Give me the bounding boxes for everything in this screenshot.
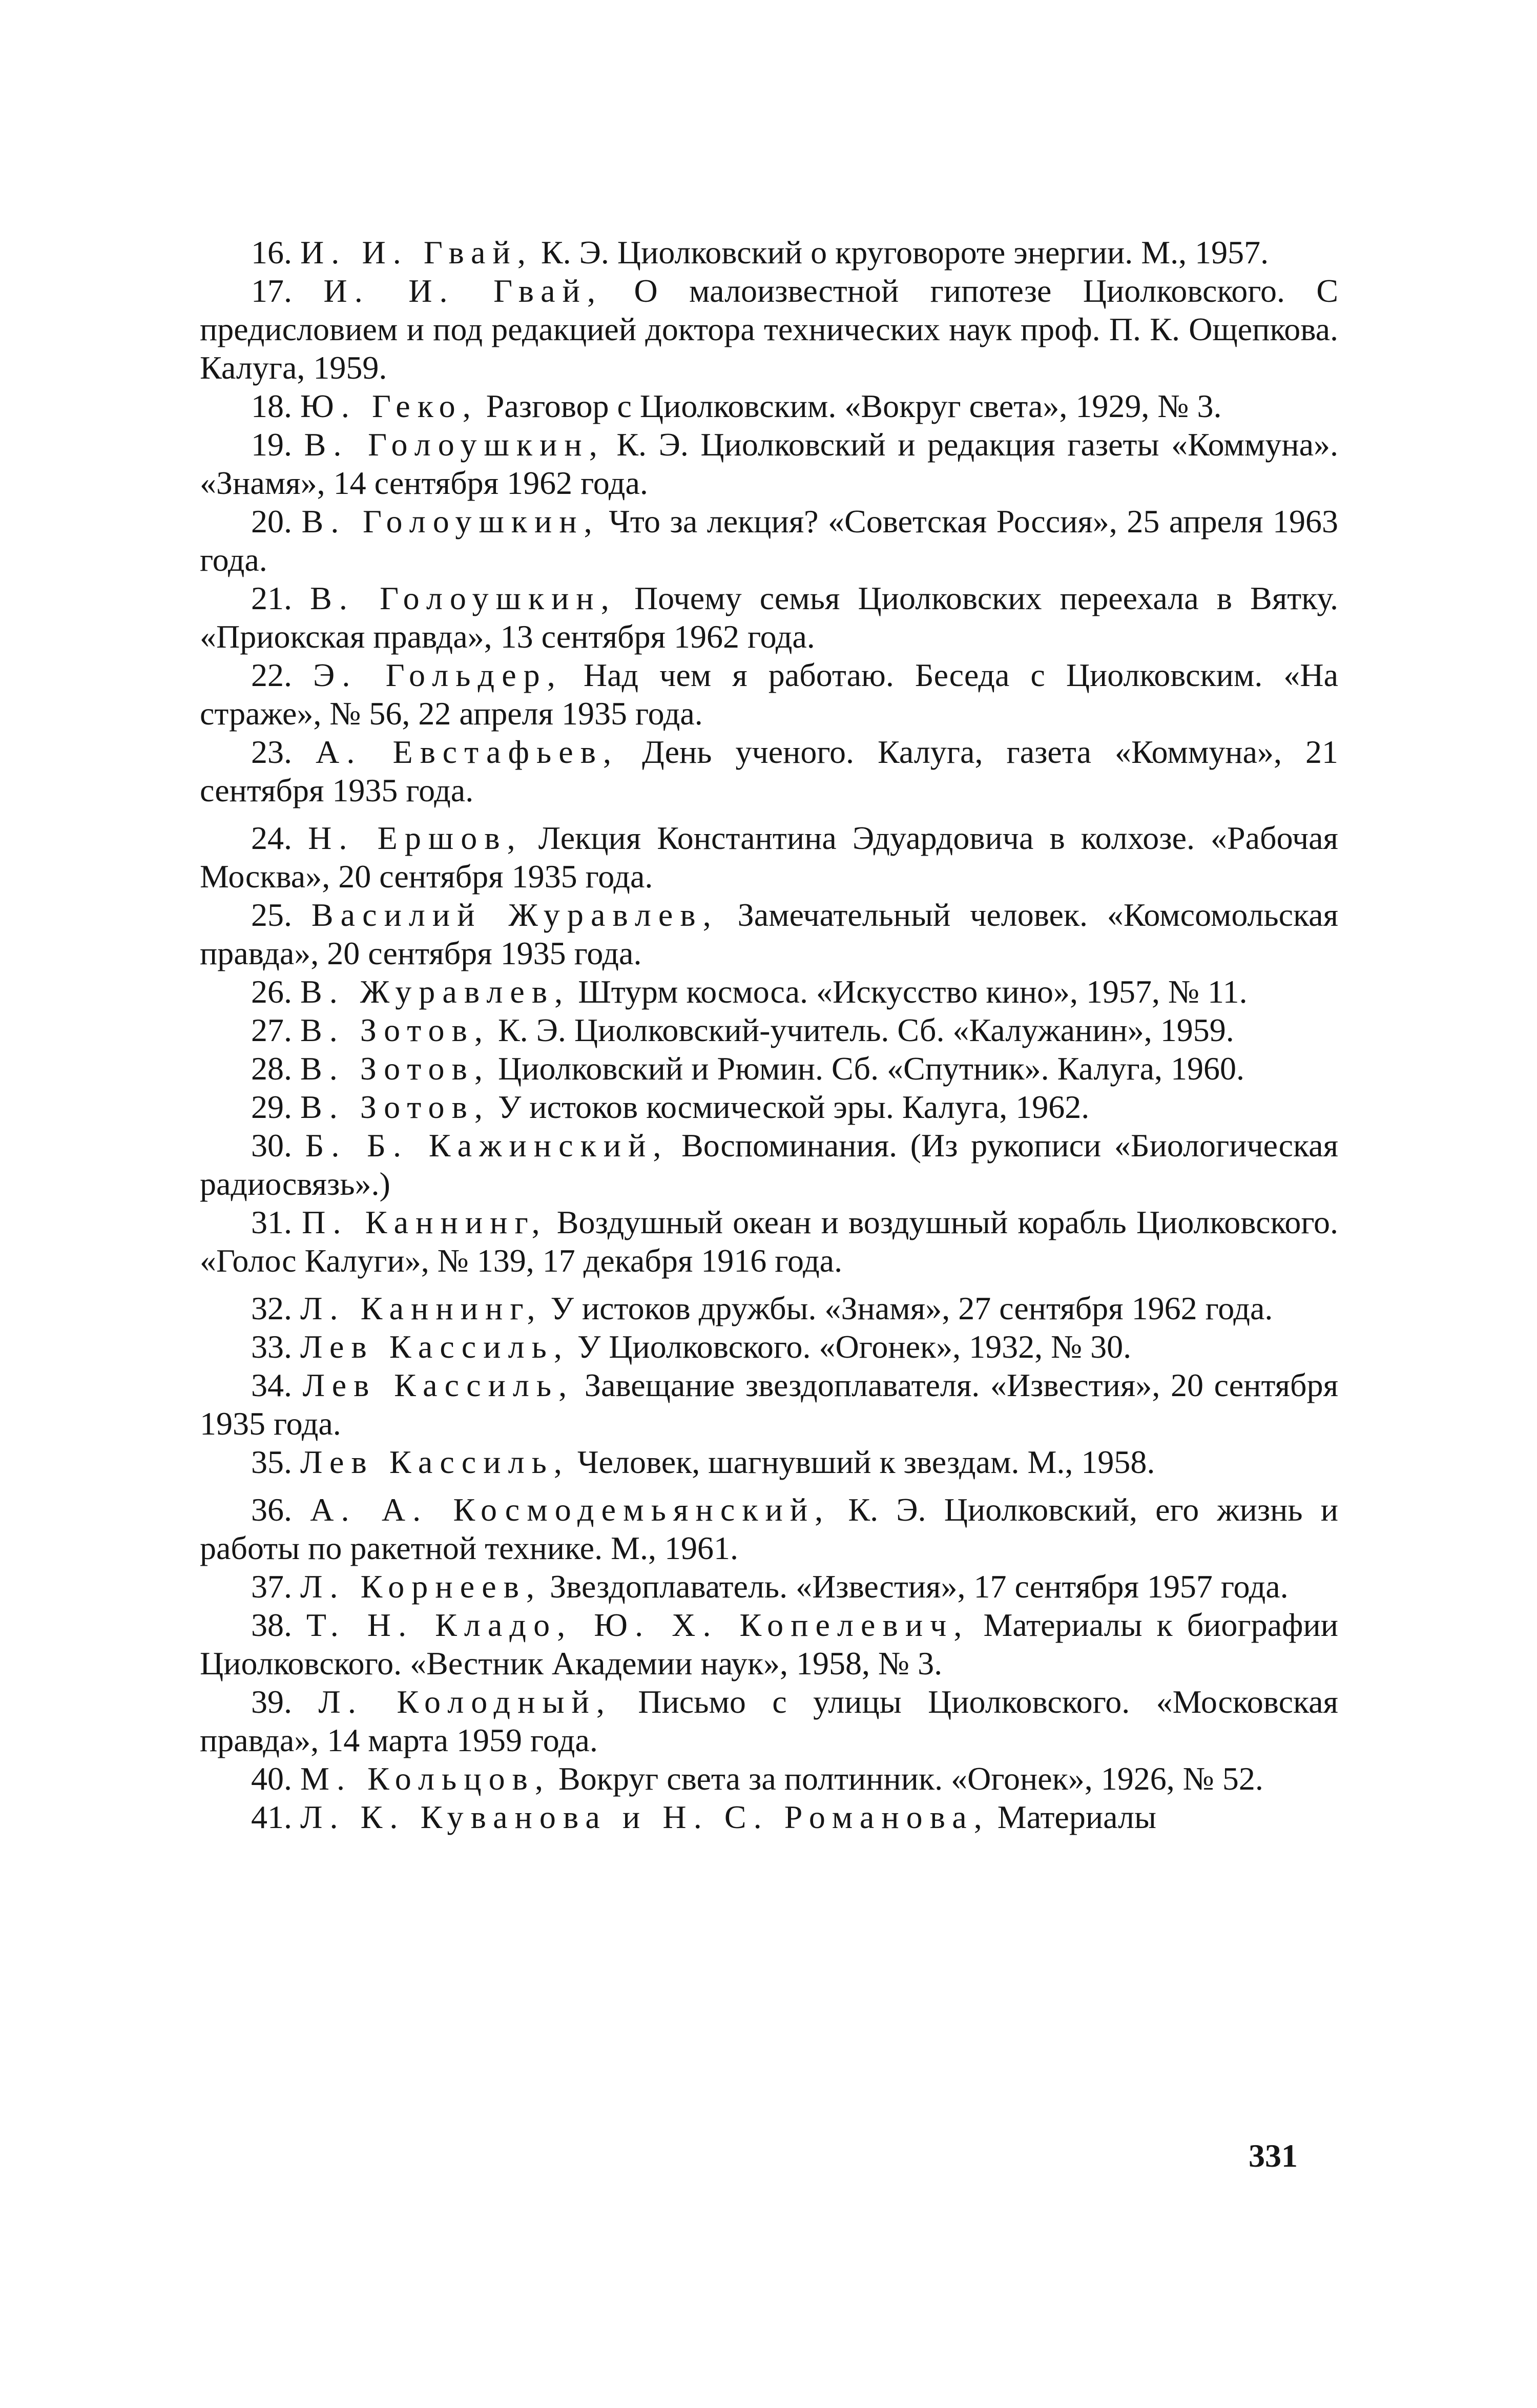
entry-author: И. И. Гвай, <box>300 234 533 271</box>
bibliography-entry-20 <box>200 502 1338 579</box>
entry-author: Лев Кассиль, <box>302 1367 574 1403</box>
bibliography-entry-17 <box>200 272 1338 387</box>
entry-author: Василий Журавлев, <box>311 897 718 933</box>
entry-author: В. Зотов, <box>300 1050 490 1087</box>
entry-number: 23. <box>251 734 292 770</box>
entry-text: К. Э. Циолковский-учитель. Сб. «Калужанин», 1959. <box>489 1012 1234 1048</box>
entry-text: Человек, шагнувший к звездам. М., 1958. <box>569 1444 1155 1480</box>
bibliography-entry-23 <box>200 733 1338 809</box>
entry-text: У истоков космической эры. Калуга, 1962. <box>489 1089 1090 1125</box>
entry-number: 35. <box>251 1444 292 1480</box>
bibliography-page <box>200 233 1338 1836</box>
entry-number: 38. <box>251 1607 292 1643</box>
entry-author: М. Кольцов, <box>300 1760 551 1797</box>
entry-text: Завещание звездоплавателя. «Известия», 20 сентября 1935 года. <box>200 1367 1339 1442</box>
entry-number: 31. <box>251 1204 292 1240</box>
entry-text: Почему семья Циолковских переехала в Вятку. «Приокская правда», 13 сентября 1962 года. <box>200 580 1339 655</box>
entry-number: 33. <box>251 1328 292 1365</box>
entry-number: 25. <box>251 897 292 933</box>
bibliography-entry-32 <box>200 1289 1338 1327</box>
entry-text: Материалы к биографии Циолковского. «Вестник Академии наук», 1958, № 3. <box>200 1607 1338 1682</box>
bibliography-entry-33 <box>200 1327 1338 1366</box>
bibliography-entry-36 <box>200 1490 1338 1567</box>
bibliography-entry-37 <box>200 1567 1338 1606</box>
entry-number: 30. <box>251 1127 292 1164</box>
entry-number: 24. <box>251 820 292 856</box>
entry-text: О малоизвестной гипотезе Циолковского. С предисловием и под редакцией доктора технических наук проф. П. К. Ощепкова. Калуга, 1959. <box>200 273 1339 386</box>
bibliography-entry-30 <box>200 1126 1338 1203</box>
entry-text: Над чем я работаю. Беседа с Циолковским. «На страже», № 56, 22 апреля 1935 года. <box>200 657 1339 732</box>
bibliography-entry-28 <box>200 1049 1338 1088</box>
bibliography-entry-24 <box>200 819 1338 896</box>
entry-text: Письмо с улицы Циолковского. «Московская правда», 14 марта 1959 года. <box>200 1684 1338 1758</box>
entry-number: 36. <box>251 1491 292 1528</box>
entry-text: Замечательный человек. «Комсомольская правда», 20 сентября 1935 года. <box>200 897 1339 971</box>
entry-text: День ученого. Калуга, газета «Коммуна», 21 сентября 1935 года. <box>200 734 1339 808</box>
entry-author: В. Голоушкин, <box>301 503 599 539</box>
bibliography-entry-29 <box>200 1088 1338 1126</box>
entry-text: У истоков дружбы. «Знамя», 27 сентября 1962 года. <box>542 1290 1273 1326</box>
bibliography-entry-16 <box>200 233 1338 272</box>
entry-author: А. А. Космодемьянский, <box>310 1491 830 1528</box>
entry-text: Звездоплаватель. «Известия», 17 сентября 1957 года. <box>542 1568 1289 1605</box>
entry-number: 39. <box>251 1684 292 1720</box>
page-number: 331 <box>1249 2137 1298 2174</box>
entry-author: Ю. Геко, <box>300 388 478 424</box>
entry-number: 40. <box>251 1760 292 1797</box>
entry-author: Т. Н. Кладо, Ю. Х. Копелевич, <box>306 1607 969 1643</box>
bibliography-entry-25 <box>200 896 1338 972</box>
entry-text: Материалы <box>989 1799 1156 1835</box>
entry-author: Л. Каннинг, <box>300 1290 543 1326</box>
entry-text: Воздушный океан и воздушный корабль Циолковского. «Голос Калуги», № 139, 17 декабря 1916 года. <box>200 1204 1339 1279</box>
bibliography-entry-41 <box>200 1798 1338 1836</box>
entry-number: 22. <box>251 657 292 693</box>
entry-number: 41. <box>251 1799 292 1835</box>
entry-author: Лев Кассиль, <box>300 1444 569 1480</box>
entry-number: 28. <box>251 1050 292 1087</box>
entry-author: Л. Корнеев, <box>300 1568 542 1605</box>
entry-text: У Циолковского. «Огонек», 1932, № 30. <box>569 1328 1132 1365</box>
bibliography-entry-27 <box>200 1011 1338 1049</box>
entry-text: Воспоминания. (Из рукописи «Биологическая радиосвязь».) <box>200 1127 1339 1202</box>
entry-author: Э. Гольдер, <box>313 657 563 693</box>
entry-text: Разговор с Циолковским. «Вокруг света», 1929, № 3. <box>477 388 1222 424</box>
entry-author: Л. К. Куванова и Н. С. Романова, <box>300 1799 989 1835</box>
bibliography-entry-18 <box>200 387 1338 425</box>
entry-author: И. И. Гвай, <box>323 273 603 309</box>
bibliography-entry-38 <box>200 1606 1338 1683</box>
entry-text: Штурм космоса. «Искусство кино», 1957, № 11. <box>570 973 1248 1010</box>
entry-author: Б. Б. Кажинский, <box>305 1127 669 1164</box>
entry-number: 26. <box>251 973 292 1010</box>
entry-number: 27. <box>251 1012 292 1048</box>
entry-author: А. Евстафьев, <box>316 734 619 770</box>
entry-text: Лекция Константина Эдуардовича в колхозе. «Рабочая Москва», 20 сентября 1935 года. <box>200 820 1338 895</box>
entry-author: В. Зотов, <box>300 1012 490 1048</box>
entry-number: 37. <box>251 1568 292 1605</box>
bibliography-entry-40 <box>200 1759 1338 1798</box>
entry-number: 32. <box>251 1290 292 1326</box>
entry-text: К. Э. Циолковский и редакция газеты «Коммуна». «Знамя», 14 сентября 1962 года. <box>200 426 1339 501</box>
entry-number: 20. <box>251 503 292 539</box>
entry-text: Вокруг света за полтинник. «Огонек», 1926, № 52. <box>550 1760 1263 1797</box>
entry-author: П. Каннинг, <box>302 1204 547 1240</box>
bibliography-entry-35 <box>200 1443 1338 1481</box>
entry-text: Циолковский и Рюмин. Сб. «Спутник». Калуга, 1960. <box>489 1050 1244 1087</box>
entry-text: Что за лекция? «Советская Россия», 25 апреля 1963 года. <box>200 503 1339 578</box>
bibliography-entry-31 <box>200 1203 1338 1280</box>
entry-author: В. Журавлев, <box>300 973 570 1010</box>
entry-number: 29. <box>251 1089 292 1125</box>
entry-number: 21. <box>251 580 292 616</box>
entry-number: 18. <box>251 388 292 424</box>
bibliography-entry-26 <box>200 972 1338 1011</box>
bibliography-entry-34 <box>200 1366 1338 1443</box>
entry-text: К. Э. Циолковский, его жизнь и работы по ракетной технике. М., 1961. <box>200 1491 1339 1566</box>
entry-text: К. Э. Циолковский о круговороте энергии. М., 1957. <box>532 234 1269 271</box>
entry-author: В. Голоушкин, <box>310 580 616 616</box>
entry-author: В. Зотов, <box>300 1089 490 1125</box>
entry-number: 19. <box>251 426 292 463</box>
entry-number: 34. <box>251 1367 292 1403</box>
bibliography-entry-19 <box>200 425 1338 502</box>
bibliography-entry-22 <box>200 656 1338 733</box>
entry-number: 17. <box>251 273 292 309</box>
entry-author: Лев Кассиль, <box>300 1328 569 1365</box>
entry-number: 16. <box>251 234 292 271</box>
bibliography-entry-21 <box>200 579 1338 656</box>
bibliography-entry-39 <box>200 1683 1338 1759</box>
entry-author: В. Голоушкин, <box>304 426 605 463</box>
entry-author: Л. Колодный, <box>318 1684 612 1720</box>
entry-author: Н. Ершов, <box>308 820 523 856</box>
